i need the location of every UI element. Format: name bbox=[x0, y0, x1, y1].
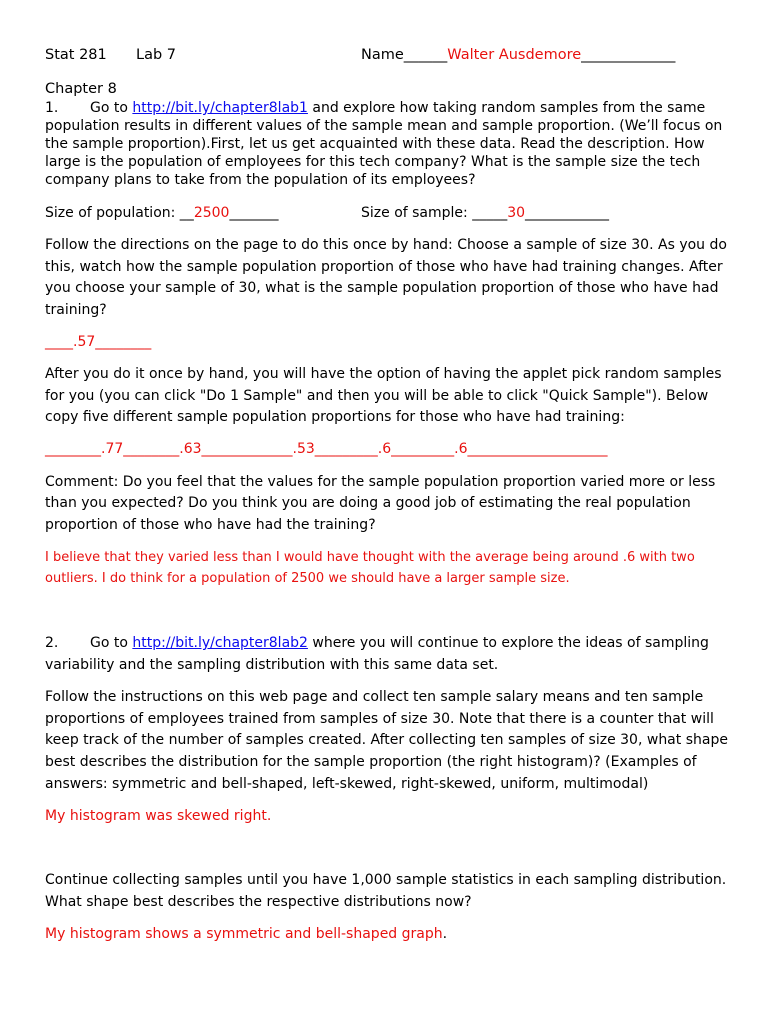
answer-final-period: . bbox=[442, 926, 448, 942]
q2-go-to: Go to bbox=[90, 635, 133, 651]
name-value: Walter Ausdemore bbox=[447, 47, 582, 63]
q1-go-to: Go to bbox=[90, 100, 133, 116]
header-lab: Lab 7 bbox=[136, 47, 177, 63]
q2-intro-text: variability and the sampling distribution with this same data set. bbox=[45, 657, 499, 673]
name-label: Name______ bbox=[361, 47, 448, 63]
q1-intro-line bbox=[45, 99, 705, 117]
q1-intro-rest: and explore how taking random samples from the same bbox=[307, 100, 706, 116]
directions-text: this, watch how the sample population proportion of those who have had training changes. After bbox=[45, 259, 723, 275]
directions-text: you choose your sample of 30, what is the sample population proportion of those who have had bbox=[45, 280, 719, 296]
comment-answer: I believe that they varied less than I would have thought with the average being around .6 with two bbox=[45, 550, 695, 565]
answer-final-text: My histogram shows a symmetric and bell-shaped graph bbox=[45, 926, 443, 942]
population-value: 2500 bbox=[193, 205, 230, 221]
sample-trail: ____________ bbox=[525, 205, 610, 221]
q1-intro-text: the sample proportion).First, let us get acquainted with these data. Read the description. How bbox=[45, 136, 705, 152]
sample-label: Size of sample: _____ bbox=[361, 205, 508, 221]
applet-text: After you do it once by hand, you will have the option of having the applet pick random samples bbox=[45, 366, 722, 382]
q2-instructions-text: proportions of employees trained from samples of size 30. Note that there is a counter that will bbox=[45, 711, 714, 727]
population-size-field bbox=[45, 204, 278, 222]
directions-text: training? bbox=[45, 302, 107, 318]
chapter-title: Chapter 8 bbox=[45, 81, 117, 97]
q2-link[interactable]: http://bit.ly/chapter8lab2 bbox=[132, 635, 308, 651]
comment-answer: outliers. I do think for a population of 2500 we should have a larger sample size. bbox=[45, 571, 570, 586]
comment-text: proportion of those who have had the training? bbox=[45, 517, 376, 533]
q2-intro-rest: where you will continue to explore the ideas of sampling bbox=[307, 635, 709, 651]
sample-size-field bbox=[361, 204, 609, 222]
q2-instructions-text: best describes the distribution for the sample proportion (the right histogram)? (Examples of bbox=[45, 754, 697, 770]
comment-text: than you expected? Do you think you are doing a good job of estimating the real population bbox=[45, 495, 691, 511]
directions-text: Follow the directions on the page to do this once by hand: Choose a sample of size 30. As you do bbox=[45, 237, 727, 253]
header-name bbox=[361, 46, 675, 64]
answer-shape-final bbox=[45, 925, 447, 943]
answer-five-proportions: ________.77________.63_____________.53_________.6_________.6____________________ bbox=[45, 441, 608, 457]
q2-instructions-text: keep track of the number of samples created. After collecting ten samples of size 30, what shape bbox=[45, 732, 728, 748]
name-trail: _____________ bbox=[581, 47, 676, 63]
population-trail: _______ bbox=[229, 205, 279, 221]
comment-text: Comment: Do you feel that the values for the sample population proportion varied more or less bbox=[45, 474, 716, 490]
q1-intro-text: company plans to take from the population of its employees? bbox=[45, 172, 476, 188]
applet-text: copy five different sample population proportions for those who have had training: bbox=[45, 409, 625, 425]
answer-sample-proportion: ____.57________ bbox=[45, 334, 152, 350]
q1-intro-text: large is the population of employees for this tech company? What is the sample size the tech bbox=[45, 154, 701, 170]
q2-instructions-text: Follow the instructions on this web page and collect ten sample salary means and ten sample bbox=[45, 689, 704, 705]
header-course: Stat 281 bbox=[45, 47, 107, 63]
q2-continue-text: What shape best describes the respective distributions now? bbox=[45, 894, 472, 910]
applet-text: for you (you can click "Do 1 Sample" and then you will be able to click "Quick Sample"). Below bbox=[45, 388, 709, 404]
q1-link[interactable]: http://bit.ly/chapter8lab1 bbox=[132, 100, 308, 116]
q2-instructions-text: answers: symmetric and bell-shaped, left-skewed, right-skewed, uniform, multimodal) bbox=[45, 776, 649, 792]
q1-number: 1. bbox=[45, 100, 59, 116]
answer-shape-ten-samples: My histogram was skewed right. bbox=[45, 808, 272, 824]
sample-value: 30 bbox=[507, 205, 526, 221]
q2-number: 2. bbox=[45, 635, 59, 651]
q1-intro-text: population results in different values of the sample mean and sample proportion. (We’ll focus on bbox=[45, 118, 723, 134]
q2-intro-line bbox=[45, 634, 709, 652]
q2-continue-text: Continue collecting samples until you have 1,000 sample statistics in each sampling distribution. bbox=[45, 872, 727, 888]
population-label: Size of population: __ bbox=[45, 205, 194, 221]
